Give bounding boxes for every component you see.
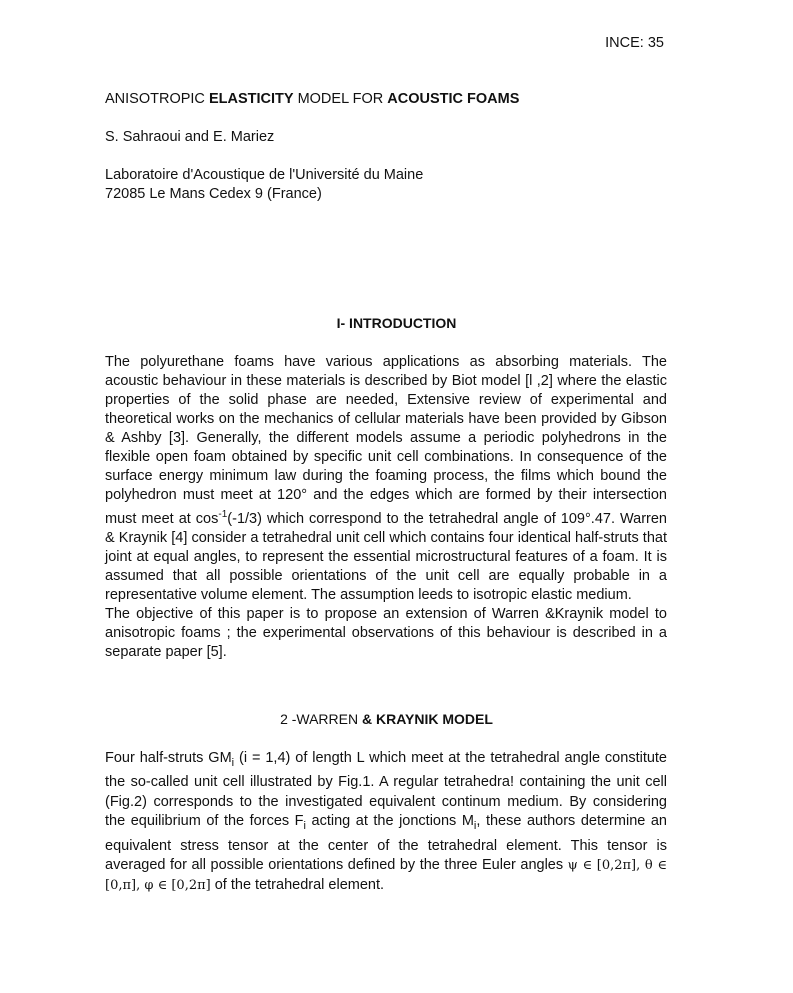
paragraph: The objective of this paper is to propose an extension of Warren &Kraynik model to anisotropic foams ; the experimental observations of this behaviour is described in a separate paper [5]. bbox=[105, 605, 667, 660]
page-header: INCE: 35 bbox=[605, 35, 664, 51]
subscript: i bbox=[231, 756, 235, 769]
title-word: ELASTICITY bbox=[208, 91, 294, 107]
paper-title bbox=[105, 91, 519, 107]
heading-part: & KRAYNIK MODEL bbox=[362, 711, 493, 727]
affiliation bbox=[105, 166, 423, 204]
heading-part: 2 -WARREN bbox=[280, 711, 359, 727]
euler-angles-math: ψ ∈ [0,2π], θ ∈ [0,π], φ ∈ [0,2π] bbox=[105, 858, 667, 893]
warren-kraynik-body bbox=[105, 749, 667, 895]
affiliation-line: 72085 Le Mans Cedex 9 (France) bbox=[105, 186, 322, 202]
subscript: i bbox=[303, 820, 306, 833]
authors: S. Sahraoui and E. Mariez bbox=[105, 129, 275, 145]
paragraph-text: Four half-struts GM bbox=[105, 750, 232, 766]
subscript: i bbox=[473, 820, 477, 833]
title-word: ANISOTROPIC bbox=[105, 91, 205, 107]
section-heading-introduction: I- INTRODUCTION bbox=[336, 315, 457, 331]
affiliation-line: Laboratoire d'Acoustique de l'Université du Maine bbox=[105, 167, 424, 183]
paragraph-text: The polyurethane foams have various applications as absorbing materials. The acoustic behaviour in these materials is described by Biot model [l ,2] where the elastic properties of the solid phase are needed, Extensive review of experimental and theoretical works on the mechanics of cellular materials have been provided by Gibson & Ashby [3]. Generally, the different models assume a periodic polyhedrons in the flexible open foam obtained by specific unit cell combinations. In consequence of the surface energy minimum law during the foaming process, the films which bound the polyhedron must meet at 120° and the edges which are formed by their intersection must meet at cos bbox=[105, 354, 667, 527]
title-word: MODEL FOR bbox=[297, 91, 384, 107]
introduction-body bbox=[105, 353, 667, 662]
superscript: -1 bbox=[218, 509, 228, 520]
paragraph-text: (i = 1,4) of length L which meet at the tetrahedral angle constitute the so-called unit cell illustrated by Fig.1. A regular tetrahedra! containing the unit cell (Fig.2) corresponds to the investigated equivalent continum medium. By considering the equilibrium of the forces F bbox=[105, 750, 667, 830]
paragraph-text: , these authors determine an equivalent stress tensor at the center of the tetrahedral element. This tensor is averaged for all possible orientations defined by the three Euler angles bbox=[105, 813, 667, 874]
section-heading-warren-kraynik bbox=[0, 711, 773, 727]
paragraph-text: (-1/3) which correspond to the tetrahedral angle of 109°.47. Warren & Kraynik [4] consider a tetrahedral unit cell which contains four identical half-struts that joint at equal angles, to represent the essential microstructural features of a foam. It is assumed that all possible orientations of the unit cell are equally probable in a representative volume element. The assumption leeds to isotropic elastic medium. bbox=[105, 510, 667, 603]
title-word: ACOUSTIC bbox=[387, 91, 463, 107]
paragraph bbox=[105, 749, 667, 895]
paragraph-text: of the tetrahedral element. bbox=[210, 876, 385, 893]
paragraph bbox=[105, 353, 667, 605]
paragraph-text: acting at the jonctions M bbox=[306, 813, 474, 830]
title-word: FOAMS bbox=[467, 91, 520, 107]
